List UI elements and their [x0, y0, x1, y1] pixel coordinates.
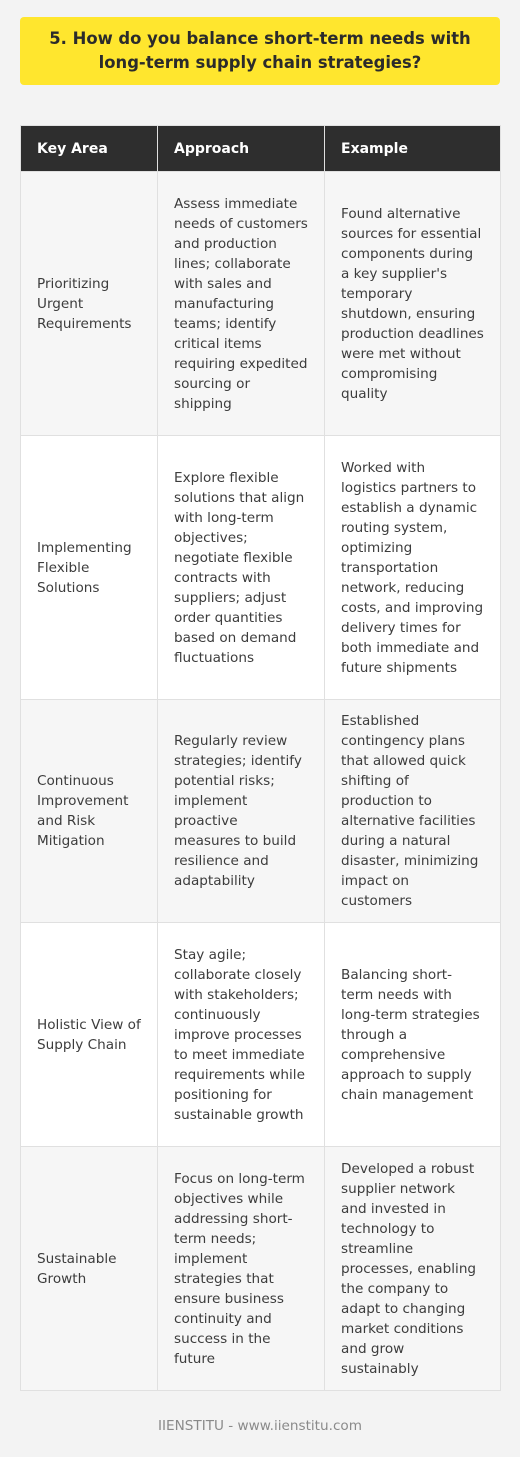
- example-cell: Developed a robust supplier network and invested in technology to streamline processes, enabling the company to adapt to changing market conditions and grow sustainably: [325, 1147, 501, 1391]
- key-area-cell: Holistic View of Supply Chain: [21, 923, 158, 1147]
- key-area-cell: Continuous Improvement and Risk Mitigation: [21, 700, 158, 923]
- page-title: 5. How do you balance short-term needs with long-term supply chain strategies?: [49, 29, 471, 72]
- example-cell: Balancing short-term needs with long-term strategies through a comprehensive approach to supply chain management: [325, 923, 501, 1147]
- key-area-cell: Sustainable Growth: [21, 1147, 158, 1391]
- table-header-row: [21, 126, 501, 172]
- example-cell: Found alternative sources for essential components during a key supplier's temporary shutdown, ensuring production deadlines were met without compromising quality: [325, 172, 501, 436]
- table-row: [21, 923, 501, 1147]
- key-area-cell: Prioritizing Urgent Requirements: [21, 172, 158, 436]
- key-area-cell: Implementing Flexible Solutions: [21, 436, 158, 700]
- column-header-key-area: Key Area: [21, 126, 158, 172]
- approach-cell: Focus on long-term objectives while addressing short-term needs; implement strategies that ensure business continuity and success in the future: [158, 1147, 325, 1391]
- footer-credit: IIENSTITU - www.iienstitu.com: [158, 1418, 362, 1434]
- table-row: [21, 172, 501, 436]
- approach-cell: Assess immediate needs of customers and production lines; collaborate with sales and manufacturing teams; identify critical items requiring expedited sourcing or shipping: [158, 172, 325, 436]
- title-banner: [20, 17, 500, 85]
- example-cell: Worked with logistics partners to establish a dynamic routing system, optimizing transportation network, reducing costs, and improving delivery times for both immediate and future shipments: [325, 436, 501, 700]
- approach-cell: Stay agile; collaborate closely with stakeholders; continuously improve processes to meet immediate requirements while positioning for sustainable growth: [158, 923, 325, 1147]
- approach-cell: Explore flexible solutions that align with long-term objectives; negotiate flexible contracts with suppliers; adjust order quantities based on demand fluctuations: [158, 436, 325, 700]
- example-cell: Established contingency plans that allowed quick shifting of production to alternative facilities during a natural disaster, minimizing impact on customers: [325, 700, 501, 923]
- column-header-example: Example: [325, 126, 501, 172]
- table-row: [21, 700, 501, 923]
- table-row: [21, 1147, 501, 1391]
- column-header-approach: Approach: [158, 126, 325, 172]
- supply-chain-table: [20, 125, 501, 1391]
- table-row: [21, 436, 501, 700]
- approach-cell: Regularly review strategies; identify potential risks; implement proactive measures to build resilience and adaptability: [158, 700, 325, 923]
